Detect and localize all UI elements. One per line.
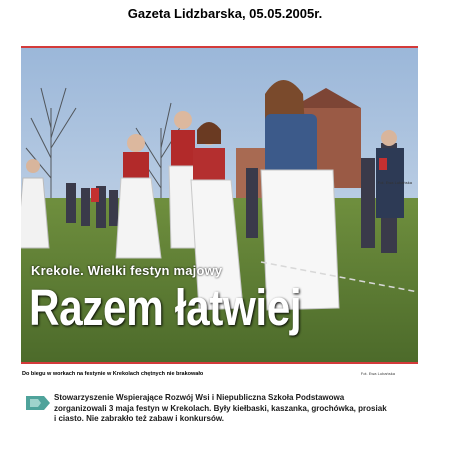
newspaper-source: Gazeta Lidzbarska, 05.05.2005r.: [127, 6, 323, 21]
news-photo: [21, 46, 418, 364]
photo-caption: Do biegu w workach na festynie w Krekolach chętnych nie brakowało: [22, 371, 204, 377]
photographer-credit: Fot. Ewa Lubańska: [360, 371, 395, 376]
headline: Razem łatwiej: [29, 279, 302, 336]
article-lead: Stowarzyszenie Wspierające Rozwój Wsi i Niepubliczna Szkoła Podstawowa zorganizowali 3 maja festyn w Krekolach. Były kiełbaski, kaszanka, grochówka, prosiak i ciasto. Nie zabrakło też zabaw i konkursów.: [54, 393, 387, 423]
photo-subtitle: Krekole. Wielki festyn majowy: [31, 263, 223, 278]
photo-credit: Fot. Ewa Lubańska: [377, 180, 412, 185]
arrow-marker-icon: [26, 396, 50, 410]
